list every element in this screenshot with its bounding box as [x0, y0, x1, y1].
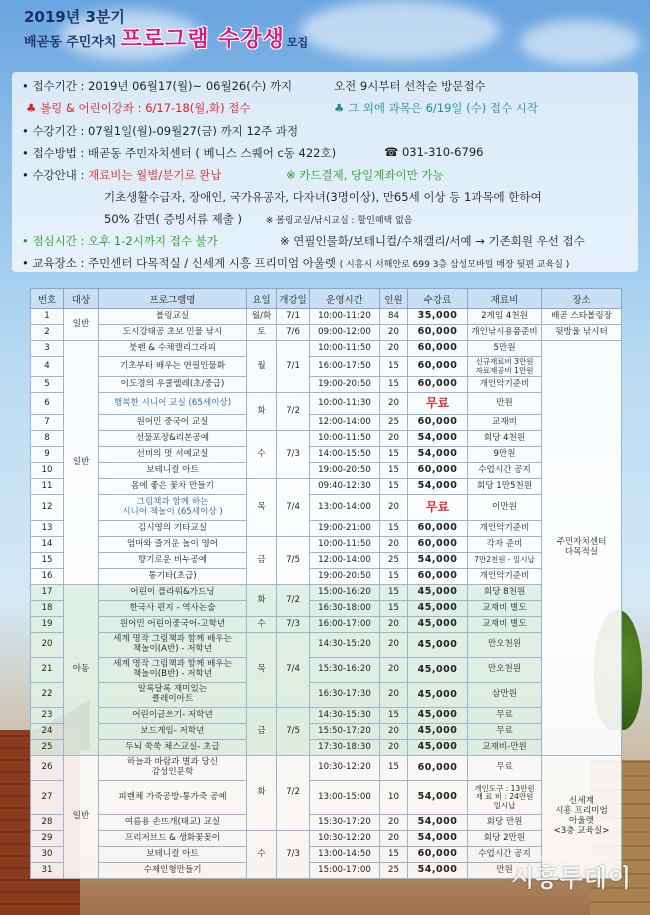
cell-day: 수 [247, 617, 277, 633]
cell-fee: 45,000 [408, 633, 468, 658]
cell-start: 7/2 [277, 756, 310, 831]
table-row [31, 309, 622, 325]
cell-material: 만원 [468, 863, 542, 879]
info-bowling: ♣ 볼링 & 어린이강좌 : 6/17-18(월,화) 접수 [26, 101, 251, 115]
cell-fee: 45,000 [408, 658, 468, 683]
cell-start: 7/1 [277, 309, 310, 325]
cell-program: 기초부터 배우는 연필인물화 [99, 357, 247, 377]
watermark-sub: SIHEUNG TODAY [534, 855, 610, 862]
header-no: 번호 [31, 289, 64, 309]
cell-start: 7/4 [277, 633, 310, 708]
cell-capacity: 20 [380, 537, 408, 553]
cell-fee: 54,000 [408, 863, 468, 879]
table-row [31, 683, 622, 708]
header-program: 프로그램명 [99, 289, 247, 309]
cell-no: 8 [31, 431, 64, 447]
cell-capacity: 20 [380, 740, 408, 756]
table-header-row [31, 289, 622, 309]
cell-no: 3 [31, 341, 64, 357]
cell-material: 삼만원 [468, 683, 542, 708]
cell-no: 4 [31, 357, 64, 377]
cell-material: 교재비 [468, 415, 542, 431]
cell-no: 6 [31, 393, 64, 415]
cell-fee: 60,000 [408, 325, 468, 341]
cell-no: 19 [31, 617, 64, 633]
table-row [31, 463, 622, 479]
cell-material: 만오천원 [468, 633, 542, 658]
info-others: ♣ 그 외에 과목은 6/19일 (수) 접수 시작 [334, 101, 539, 115]
cell-capacity: 15 [380, 377, 408, 393]
cell-no: 21 [31, 658, 64, 683]
cell-fee: 60,000 [408, 415, 468, 431]
cell-no: 27 [31, 781, 64, 815]
cell-time: 15:30-16:20 [310, 658, 380, 683]
cell-time: 16:30-18:00 [310, 601, 380, 617]
cell-fee: 54,000 [408, 815, 468, 831]
cell-target: 일반 [64, 309, 99, 341]
cell-capacity: 15 [380, 756, 408, 781]
cell-fee: 60,000 [408, 537, 468, 553]
cell-fee: 54,000 [408, 831, 468, 847]
table-row [31, 325, 622, 341]
table-row [31, 601, 622, 617]
cell-program: 보테니컬 아트 [99, 463, 247, 479]
cell-start: 7/5 [277, 708, 310, 756]
cell-program: 향기로운 비누공예 [99, 553, 247, 569]
cell-program: 보테니컬 아트 [99, 847, 247, 863]
table-row [31, 357, 622, 377]
cell-no: 24 [31, 724, 64, 740]
cell-no: 15 [31, 553, 64, 569]
cell-fee: 54,000 [408, 447, 468, 463]
info-place: • 교육장소 : 주민센터 다목적실 / 신세계 시흥 프리미엄 아울렛 [22, 256, 337, 270]
header-target: 대상 [64, 289, 99, 309]
info-guide-red: 재료비는 월별/분기로 완납 [88, 168, 222, 182]
table-row [31, 724, 622, 740]
cell-capacity: 20 [380, 683, 408, 708]
cell-material: 5만원 [468, 341, 542, 357]
cell-capacity: 20 [380, 815, 408, 831]
info-lunch-row [22, 233, 585, 249]
title-program: 프로그램 수강생 [120, 27, 285, 52]
table-row [31, 617, 622, 633]
table-row [31, 431, 622, 447]
cell-capacity: 15 [380, 479, 408, 495]
cell-no: 14 [31, 537, 64, 553]
cell-no: 10 [31, 463, 64, 479]
table-row [31, 658, 622, 683]
cell-fee: 45,000 [408, 740, 468, 756]
cell-fee: 60,000 [408, 847, 468, 863]
cell-capacity: 20 [380, 341, 408, 357]
cell-capacity: 20 [380, 393, 408, 415]
cell-day: 월 [247, 341, 277, 393]
cell-fee: 60,000 [408, 357, 468, 377]
cell-fee: 45,000 [408, 724, 468, 740]
cell-program: 세계 명작 그림책과 함께 배우는 책놀이(A반) - 저학년 [99, 633, 247, 658]
cell-time: 19:00-20:50 [310, 569, 380, 585]
cell-no: 20 [31, 633, 64, 658]
cell-start: 7/2 [277, 585, 310, 617]
title-year-quarter: 2019년 3분기 [24, 8, 125, 26]
table-row [31, 815, 622, 831]
cell-no: 26 [31, 756, 64, 781]
info-discount1: 기초생활수급자, 장애인, 국가유공자, 다자녀(3명이상), 만65세 이상 등 1과목에 한하여 [104, 190, 542, 204]
table-row [31, 415, 622, 431]
watermark-logo: 시흥투데이 [511, 864, 632, 892]
cell-capacity: 15 [380, 447, 408, 463]
cell-no: 30 [31, 847, 64, 863]
cell-fee: 무료 [408, 393, 468, 415]
cell-place: 배곧 스타볼링장 [542, 309, 622, 325]
info-priority: ※ 연필인물화/보테니컬/수채캘리/서예 → 기존회원 우선 접수 [280, 234, 585, 248]
cell-time: 10:30-12:20 [310, 756, 380, 781]
cell-time: 09:40-12:30 [310, 479, 380, 495]
table-row [31, 521, 622, 537]
cell-no: 16 [31, 569, 64, 585]
info-lunch: • 점심시간 : 오후 1-2시까지 접수 불가 [22, 234, 218, 248]
table-row [31, 341, 622, 357]
cell-time: 19:00-20:50 [310, 377, 380, 393]
cell-time: 10:00-11:50 [310, 431, 380, 447]
table-row [31, 708, 622, 724]
title-main [24, 22, 308, 53]
cell-material: 개인악기준비 [468, 521, 542, 537]
cell-program: 어린이 플라워&가드닝 [99, 585, 247, 601]
cell-capacity: 15 [380, 521, 408, 537]
cell-time: 10:00-11:20 [310, 309, 380, 325]
cell-capacity: 20 [380, 431, 408, 447]
cell-capacity: 84 [380, 309, 408, 325]
cell-target: 일반 [64, 756, 99, 879]
cell-start: 7/3 [277, 617, 310, 633]
cell-time: 12:00-14:00 [310, 553, 380, 569]
table-row [31, 553, 622, 569]
cell-no: 7 [31, 415, 64, 431]
cell-time: 15:50-17:20 [310, 724, 380, 740]
cell-capacity: 20 [380, 831, 408, 847]
cell-no: 2 [31, 325, 64, 341]
cell-start: 7/1 [277, 341, 310, 393]
cell-fee: 45,000 [408, 601, 468, 617]
cell-fee: 45,000 [408, 708, 468, 724]
cell-no: 25 [31, 740, 64, 756]
cell-no: 13 [31, 521, 64, 537]
cell-capacity: 15 [380, 463, 408, 479]
cell-program: 몸에 좋은 꽃차 만들기 [99, 479, 247, 495]
cell-capacity: 20 [380, 658, 408, 683]
info-phone: ☎ 031-310-6796 [384, 145, 484, 159]
table-row [31, 740, 622, 756]
cell-material: 회당 1만5천원 [468, 479, 542, 495]
info-box [12, 72, 638, 272]
info-place-sub: ( 시흥시 서해안로 699 3층 삼성모바일 매장 뒷편 교육실 ) [339, 260, 570, 270]
info-guide-green: ※ 카드결제, 당일계좌이만 가능 [286, 168, 444, 182]
cell-fee: 60,000 [408, 341, 468, 357]
cell-day: 토 [247, 325, 277, 341]
cell-no: 22 [31, 683, 64, 708]
cell-place: 뒷방울 낚시터 [542, 325, 622, 341]
cell-program: 피렌체 가죽공방-통가죽 공예 [99, 781, 247, 815]
cell-program: 어린이글쓰기- 저학년 [99, 708, 247, 724]
cell-program: 행복한 시니어 교실 (65세이상) [99, 393, 247, 415]
cell-fee: 60,000 [408, 756, 468, 781]
cell-program: 두뇌 쑥쑥 체스교실- 초급 [99, 740, 247, 756]
cell-program: 원어민 어린이중국어-고학년 [99, 617, 247, 633]
header-day: 요일 [247, 289, 277, 309]
cell-no: 31 [31, 863, 64, 879]
cell-program: 선비의 멋 서예교실 [99, 447, 247, 463]
cell-material: 수업시간 공지 [468, 847, 542, 863]
cell-time: 15:00-16:20 [310, 585, 380, 601]
table-row [31, 393, 622, 415]
cell-place: 신세계 시흥 프리미엄 아울렛 <3층 교육실> [542, 756, 622, 879]
cell-target: 일반 [64, 341, 99, 585]
cell-day: 수 [247, 831, 277, 879]
cell-program: 프리저브드 & 생화꽃꽂이 [99, 831, 247, 847]
info-discount2 [104, 211, 412, 227]
cell-time: 15:00-17:00 [310, 863, 380, 879]
cell-time: 19:00-20:50 [310, 463, 380, 479]
cell-time: 15:30-17:20 [310, 815, 380, 831]
cell-capacity: 15 [380, 847, 408, 863]
cell-no: 9 [31, 447, 64, 463]
cell-material: 개인악기준비 [468, 569, 542, 585]
cell-material: 교재비 별도 [468, 617, 542, 633]
cell-place: 주민자치센터 다목적실 [542, 341, 622, 756]
info-guide [22, 167, 444, 183]
cell-material: 회당 8천원 [468, 585, 542, 601]
cell-time: 19:00-21:00 [310, 521, 380, 537]
cell-capacity: 25 [380, 863, 408, 879]
cell-program: 도시강태공 초보 민물 낚시 [99, 325, 247, 341]
cell-time: 12:00-14:00 [310, 415, 380, 431]
info-place-row [22, 255, 569, 271]
cell-material: 교재비 별도 [468, 601, 542, 617]
cell-material: 무료 [468, 756, 542, 781]
title-org: 배곧동 주민자치 [24, 35, 117, 50]
cell-material: 회당 4천원 [468, 431, 542, 447]
cell-time: 14:00-15:50 [310, 447, 380, 463]
cell-material: 무료 [468, 724, 542, 740]
cell-start: 7/5 [277, 537, 310, 585]
header-material: 재료비 [468, 289, 542, 309]
cell-program: 김시영의 기타교실 [99, 521, 247, 537]
cell-program: 볼링교실 [99, 309, 247, 325]
cell-time: 17:30-18:30 [310, 740, 380, 756]
cell-start: 7/4 [277, 479, 310, 537]
table-row [31, 585, 622, 601]
table-row [31, 479, 622, 495]
cell-time: 14:30-15:30 [310, 708, 380, 724]
cell-time: 13:00-15:00 [310, 781, 380, 815]
cell-time: 13:00-14:50 [310, 847, 380, 863]
header-time: 운영시간 [310, 289, 380, 309]
cell-capacity: 20 [380, 495, 408, 521]
cell-material: 회당 만원 [468, 815, 542, 831]
cell-no: 1 [31, 309, 64, 325]
title-recruit: 모집 [286, 36, 309, 49]
cell-program: 하늘과 바람과 별과 당신 감성인문학 [99, 756, 247, 781]
cell-fee: 54,000 [408, 431, 468, 447]
cell-material: 만원 [468, 393, 542, 415]
cell-material: 개인낚시용품준비 [468, 325, 542, 341]
cell-fee: 54,000 [408, 479, 468, 495]
cell-fee: 35,000 [408, 309, 468, 325]
cell-time: 16:00-17:00 [310, 617, 380, 633]
table-row [31, 569, 622, 585]
cell-time: 16:00-17:50 [310, 357, 380, 377]
cell-day: 월/화 [247, 309, 277, 325]
cell-fee: 60,000 [408, 521, 468, 537]
table-row [31, 537, 622, 553]
cell-material: 개인도구 : 13만원 재 료 비 : 24만원 일시납 [468, 781, 542, 815]
cell-start: 7/2 [277, 393, 310, 431]
cell-day: 수 [247, 431, 277, 479]
cell-capacity: 20 [380, 617, 408, 633]
cell-material: 교재비-만원 [468, 740, 542, 756]
cell-fee: 60,000 [408, 569, 468, 585]
cell-material: 무료 [468, 708, 542, 724]
cell-program: 여름용 손뜨개(태교) 교실 [99, 815, 247, 831]
cell-program: 알록달록 재미있는 클레이아트 [99, 683, 247, 708]
cell-day: 화 [247, 756, 277, 831]
cell-no: 23 [31, 708, 64, 724]
info-period-time: 오전 9시부터 선착순 방문접수 [334, 79, 486, 93]
table-row [31, 495, 622, 521]
cell-no: 29 [31, 831, 64, 847]
cell-fee: 54,000 [408, 781, 468, 815]
cell-no: 28 [31, 815, 64, 831]
cell-fee: 60,000 [408, 463, 468, 479]
cell-program: 수제인형만들기 [99, 863, 247, 879]
cell-material: 수업시간 공지 [468, 463, 542, 479]
cell-material: 개인악기준비 [468, 377, 542, 393]
cell-no: 12 [31, 495, 64, 521]
cell-fee: 60,000 [408, 377, 468, 393]
cell-material: 각자 준비 [468, 537, 542, 553]
cell-fee: 45,000 [408, 617, 468, 633]
cell-material: 신규재료비 3만원 자료재공비 1만원 [468, 357, 542, 377]
table-row [31, 447, 622, 463]
cell-program: 엄마와 즐거운 놀이 영어 [99, 537, 247, 553]
cell-no: 11 [31, 479, 64, 495]
table-row [31, 756, 622, 781]
cell-capacity: 20 [380, 633, 408, 658]
cell-fee: 54,000 [408, 553, 468, 569]
cell-start: 7/3 [277, 431, 310, 479]
cell-program: 세계 명작 그림책과 함께 배우는 책놀이(B반) - 저학년 [99, 658, 247, 683]
cell-day: 화 [247, 393, 277, 431]
cell-day: 화 [247, 585, 277, 617]
cell-time: 14:30-15:20 [310, 633, 380, 658]
header-place: 장소 [542, 289, 622, 309]
table-row [31, 633, 622, 658]
cell-day: 금 [247, 708, 277, 756]
program-table [30, 288, 622, 879]
cell-program: 한국사 편지 - 역사논술 [99, 601, 247, 617]
cell-program: 통기타(초급) [99, 569, 247, 585]
info-method [22, 145, 484, 161]
cell-capacity: 15 [380, 569, 408, 585]
cell-material: 7만2천원 - 일시납 [468, 553, 542, 569]
cell-no: 18 [31, 601, 64, 617]
cell-target: 아동 [64, 585, 99, 756]
cell-start: 7/3 [277, 831, 310, 879]
table-row [31, 831, 622, 847]
cell-program: 선물포장&리본공예 [99, 431, 247, 447]
cell-fee: 45,000 [408, 585, 468, 601]
cell-capacity: 15 [380, 708, 408, 724]
table-row [31, 377, 622, 393]
header-capacity: 인원 [380, 289, 408, 309]
cell-capacity: 15 [380, 357, 408, 377]
info-method-text: • 접수방법 : 배곧동 주민자치센터 ( 베니스 스퀘어 c동 422호) [22, 146, 337, 160]
cell-fee: 45,000 [408, 683, 468, 708]
cell-material: 9만원 [468, 447, 542, 463]
table-row [31, 781, 622, 815]
info-period [22, 78, 486, 94]
cell-time: 10:30-12:20 [310, 831, 380, 847]
cell-capacity: 25 [380, 553, 408, 569]
info-discount2-text: 50% 감면( 증빙서류 제출 ) [104, 212, 243, 226]
cell-capacity: 10 [380, 781, 408, 815]
info-discount-note: ※ 볼링교실/낚시교실 : 할인혜택 없음 [265, 216, 413, 226]
cell-capacity: 20 [380, 325, 408, 341]
info-period-text: • 접수기간 : 2019년 06월17(월)~ 06월26(수) 까지 [22, 79, 293, 93]
cell-time: 16:30-17:30 [310, 683, 380, 708]
info-course: • 수강기간 : 07월1일(월)-09월27(금) 까지 12주 과정 [22, 124, 299, 138]
cell-capacity: 15 [380, 601, 408, 617]
cell-day: 금 [247, 537, 277, 585]
cell-material: 만오천원 [468, 658, 542, 683]
cell-time: 09:00-12:00 [310, 325, 380, 341]
cell-program: 원어민 중국어 교실 [99, 415, 247, 431]
cell-no: 5 [31, 377, 64, 393]
cell-fee: 무료 [408, 495, 468, 521]
cell-program: 이도경의 우쿨렐레(초/중급) [99, 377, 247, 393]
cell-day: 목 [247, 479, 277, 537]
header-start: 개강일 [277, 289, 310, 309]
info-guide-prefix: • 수강안내 : [22, 168, 85, 182]
cell-time: 10:00-11:50 [310, 537, 380, 553]
cell-time: 10:00-11:50 [310, 341, 380, 357]
header-fee: 수강료 [408, 289, 468, 309]
cell-material: 이만원 [468, 495, 542, 521]
cell-program: 그림책과 함께 하는 시니어 책놀이 (65세이상 ) [99, 495, 247, 521]
cell-day: 목 [247, 633, 277, 708]
cell-no: 17 [31, 585, 64, 601]
cell-program: 붓펜 & 수채캘리그라피 [99, 341, 247, 357]
cell-program: 보드게임- 저학년 [99, 724, 247, 740]
cell-capacity: 15 [380, 585, 408, 601]
cell-material: 회당 2만원 [468, 831, 542, 847]
cell-time: 13:00-14:00 [310, 495, 380, 521]
cell-capacity: 20 [380, 724, 408, 740]
cell-start: 7/6 [277, 325, 310, 341]
cell-time: 10:00-11:30 [310, 393, 380, 415]
cell-material: 2게임 4천원 [468, 309, 542, 325]
cell-capacity: 25 [380, 415, 408, 431]
